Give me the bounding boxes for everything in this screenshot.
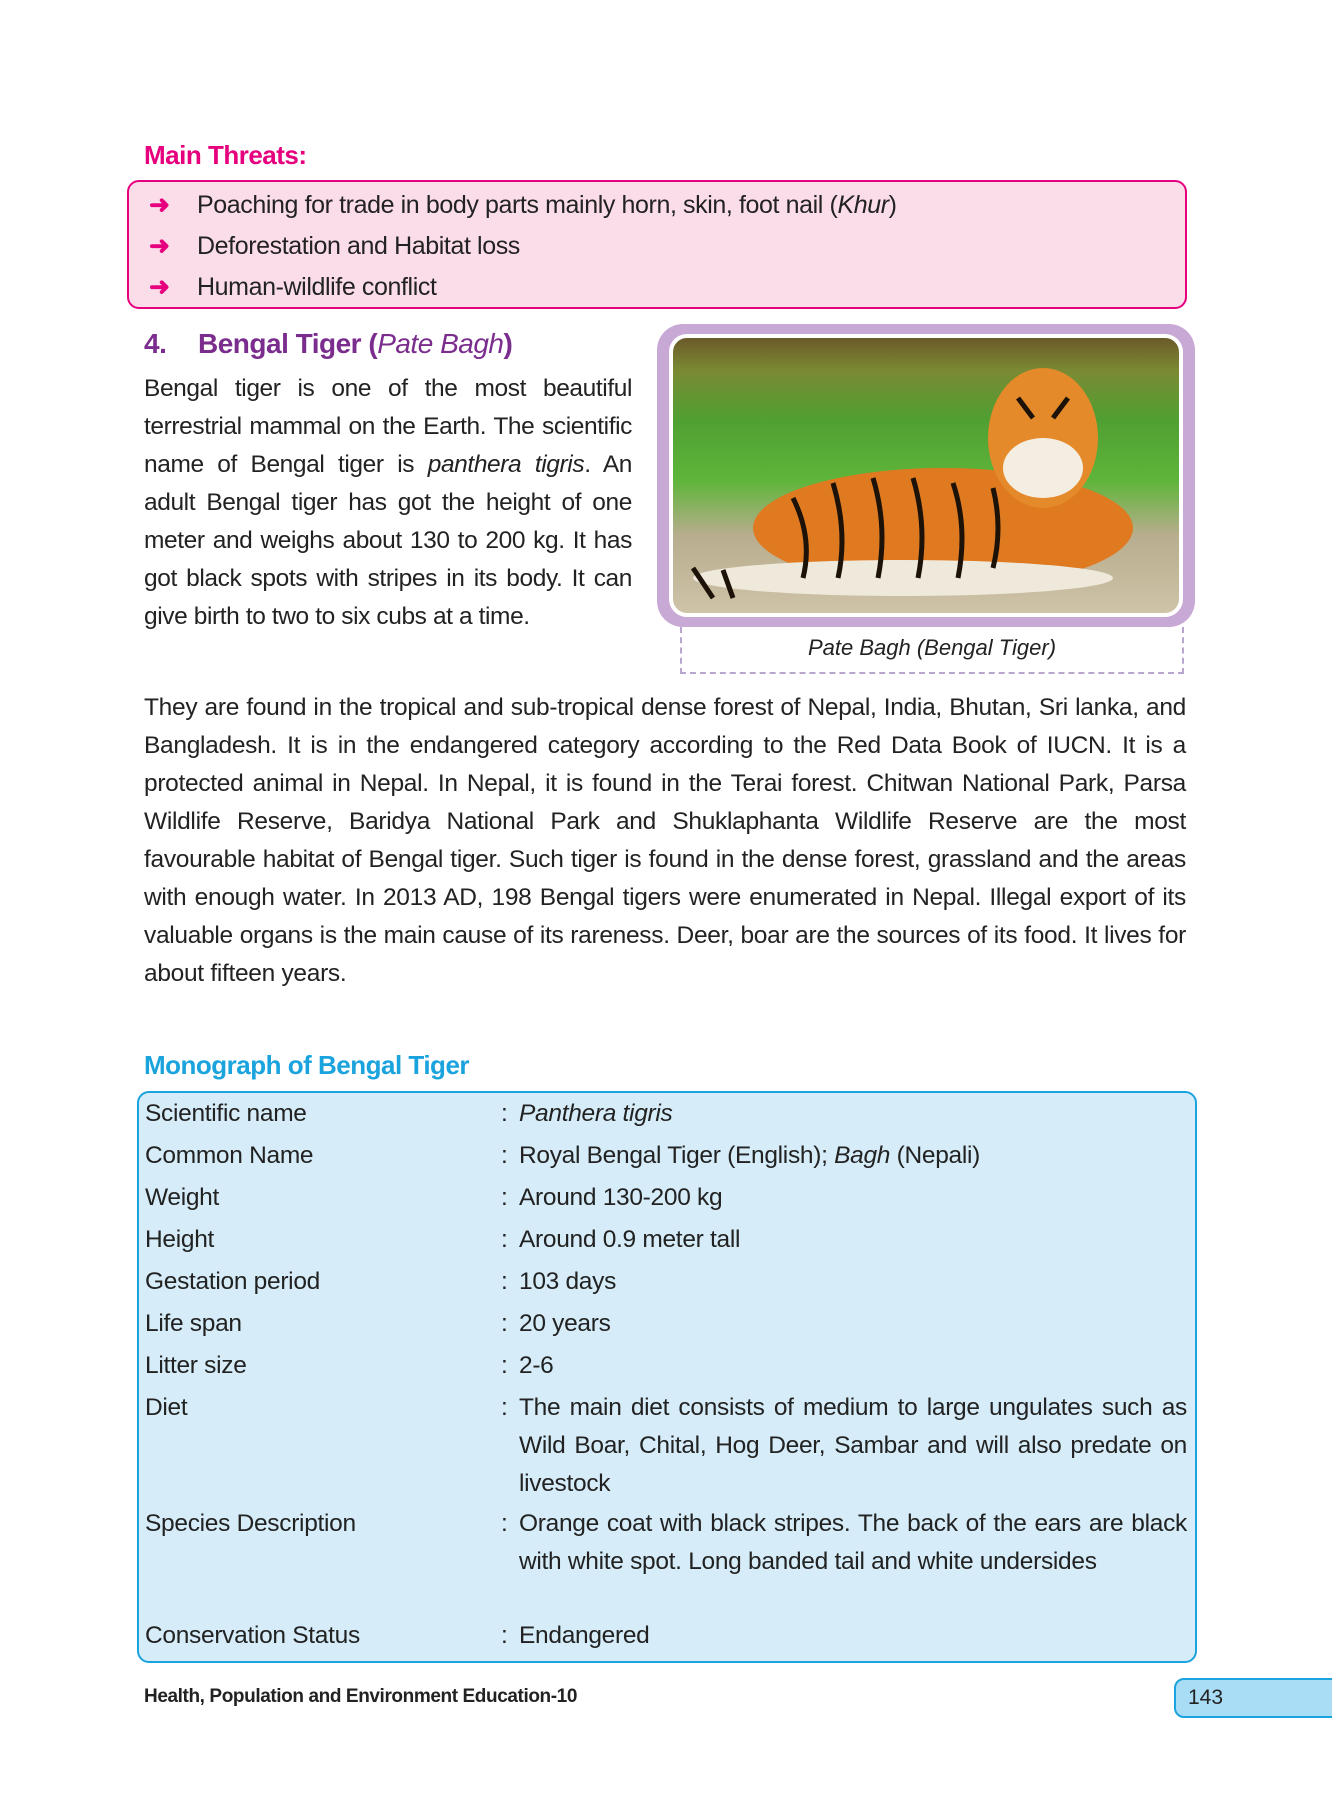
monograph-row [145, 1221, 1187, 1259]
arrow-icon: ➜ [149, 232, 170, 260]
page-number: 143 [1188, 1686, 1224, 1709]
row-label: Diet [145, 1394, 188, 1421]
row-colon: : [501, 1100, 508, 1127]
book-title-footer: Health, Population and Environment Education-10 [144, 1686, 578, 1707]
row-label: Height [145, 1226, 215, 1253]
page-number-box [1174, 1678, 1332, 1718]
monograph-row [145, 1263, 1187, 1301]
row-value: 2-6 [519, 1352, 554, 1379]
row-value: The main diet consists of medium to large ungulates such as Wild Boar, Chital, Hog Deer, Sambar and will also predate on livestock [519, 1394, 1187, 1497]
row-value: Around 0.9 meter tall [519, 1226, 741, 1253]
row-colon: : [501, 1142, 508, 1169]
row-colon: : [501, 1622, 508, 1649]
intro-paragraph: Bengal tiger is one of the most beautiful terrestrial mammal on the Earth. The scientific name of Bengal tiger is panthera tigris. An adult Bengal tiger has got the height of one meter and weighs about 130 to 200 kg. It has got black spots with stripes in its body. It can give birth to two to six cubs at a time. [144, 375, 633, 630]
monograph-row [145, 1095, 1187, 1133]
row-label: Weight [145, 1184, 220, 1211]
row-label: Conservation Status [145, 1622, 360, 1649]
row-label: Common Name [145, 1142, 314, 1169]
monograph-row [145, 1389, 1187, 1503]
row-colon: : [501, 1310, 508, 1337]
monograph-row [145, 1617, 1187, 1655]
arrow-icon: ➜ [149, 191, 170, 219]
monograph-row [145, 1137, 1187, 1175]
row-value: Royal Bengal Tiger (English); Bagh (Nepali) [519, 1142, 981, 1169]
row-colon: : [501, 1268, 508, 1295]
row-colon: : [501, 1394, 508, 1421]
row-value: 20 years [519, 1310, 611, 1337]
monograph-row [145, 1505, 1187, 1619]
monograph-table [137, 1091, 1197, 1663]
row-label: Species Description [145, 1510, 356, 1537]
threat-item: ➜ Human-wildlife conflict [149, 273, 437, 301]
monograph-row [145, 1305, 1187, 1343]
row-value: Panthera tigris [519, 1100, 673, 1127]
monograph-row [145, 1347, 1187, 1385]
body-paragraph: They are found in the tropical and sub-tropical dense forest of Nepal, India, Bhutan, Sri lanka, and Bangladesh. It is in the endangered category according to the Red Data Book of IUCN. It is a protected animal in Nepal. In Nepal, it is found in the Terai forest. Chitwan National Park, Parsa Wildlife Reserve, Baridya National Park and Shuklaphanta Wildlife Reserve are the most favourable habitat of Bengal tiger. Such tiger is found in the dense forest, grassland and the areas with enough water. In 2013 AD, 198 Bengal tigers were enumerated in Nepal. Illegal export of its valuable organs is the main cause of its rareness. Deer, boar are the sources of its food. It lives for about fifteen years. [144, 694, 1186, 987]
row-value: Orange coat with black stripes. The back of the ears are black with white spot. Long banded tail and white undersides [519, 1510, 1187, 1575]
threat-item: ➜ Deforestation and Habitat loss [149, 232, 520, 260]
threats-box [127, 180, 1187, 309]
row-label: Scientific name [145, 1100, 307, 1127]
tiger-photo [669, 334, 1183, 617]
row-colon: : [501, 1510, 508, 1537]
caption-box [680, 627, 1184, 674]
photo-caption: Pate Bagh (Bengal Tiger) [807, 635, 1057, 660]
row-colon: : [501, 1226, 508, 1253]
tiger-photo-frame [657, 324, 1195, 627]
row-label: Gestation period [145, 1268, 320, 1295]
row-colon: : [501, 1184, 508, 1211]
row-value: Around 130-200 kg [519, 1184, 723, 1211]
section-heading: 4. Bengal Tiger (Pate Bagh) [144, 328, 513, 359]
row-value: 103 days [519, 1268, 617, 1295]
monograph-heading: Monograph of Bengal Tiger [144, 1050, 470, 1080]
row-label: Litter size [145, 1352, 247, 1379]
main-threats-heading: Main Threats: [144, 140, 307, 170]
threat-item: ➜ Poaching for trade in body parts mainly horn, skin, foot nail (Khur) [149, 191, 897, 219]
row-value: Endangered [519, 1622, 650, 1649]
monograph-row [145, 1179, 1187, 1217]
arrow-icon: ➜ [149, 273, 170, 301]
row-colon: : [501, 1352, 508, 1379]
row-label: Life span [145, 1310, 242, 1337]
